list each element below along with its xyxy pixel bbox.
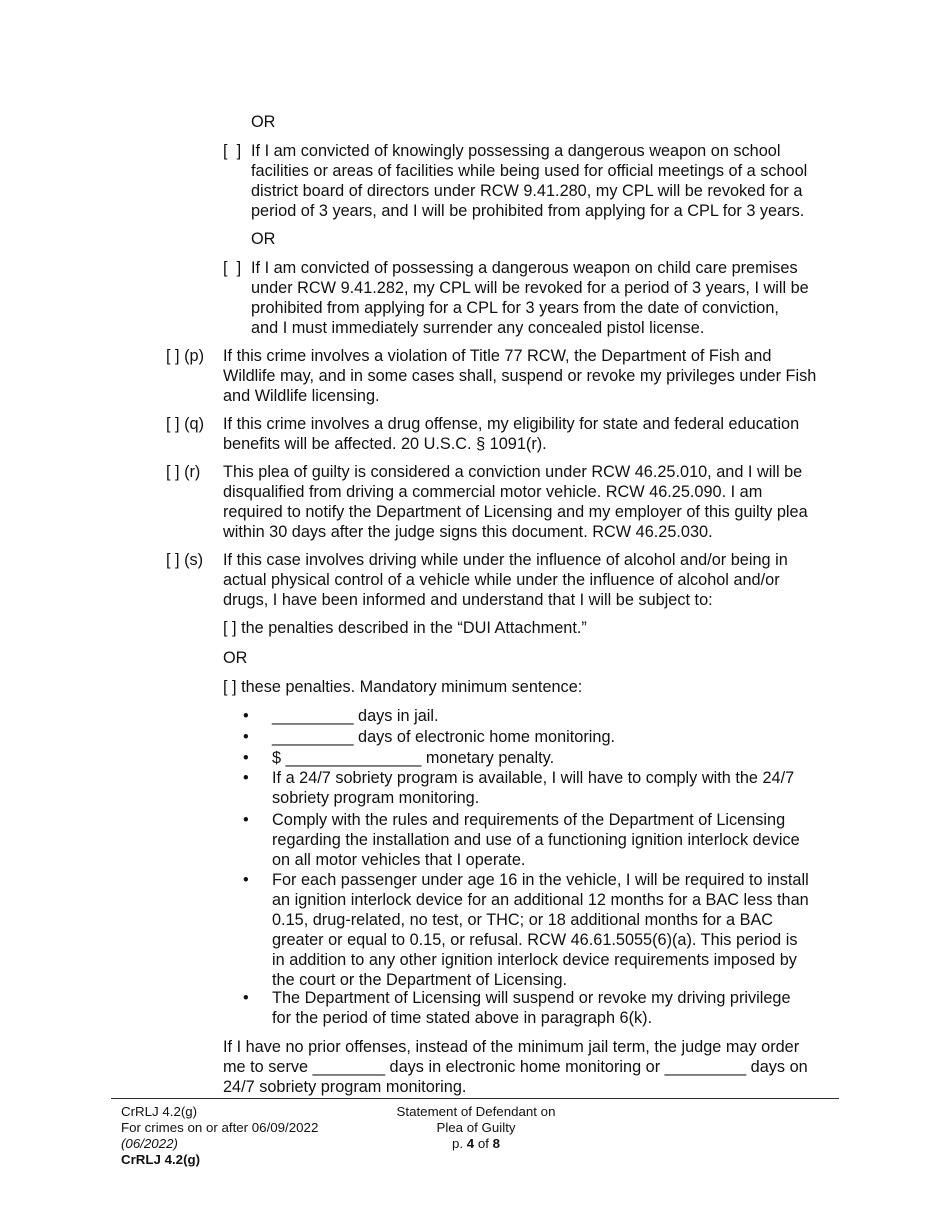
- bullet-icon: •: [243, 871, 249, 889]
- footer-divider: [111, 1098, 839, 1099]
- para-q-text: If this crime involves a drug offense, my eligibility for state and federal education benefits will be affected. 20 U.S.C. § 1091(r).: [223, 415, 800, 453]
- bullet-icon: •: [243, 707, 249, 725]
- bullet-icon: •: [243, 769, 249, 787]
- footer-document-title: Statement of Defendant on Plea of Guilty p. 4 of 8: [376, 1104, 576, 1152]
- bullet-passenger-interlock: For each passenger under age 16 in the vehicle, I will be required to install an ignition interlock device for an additional 12 months for a BAC less than 0.15, drug-related, no test, or THC; or 18 additional months for a BAC greater or equal to 0.15, or refusal. RCW 46.61.5055(6)(a). This period is in addition to any other ignition interlock device requirements imposed by the court or the Department of Licensing.: [272, 871, 809, 989]
- bullet-icon: •: [243, 728, 249, 746]
- checkbox-para-p[interactable]: [ ] (p): [166, 347, 204, 365]
- footer-applies-date: For crimes on or after 06/09/2022: [121, 1120, 319, 1135]
- para-r-text: This plea of guilty is considered a conviction under RCW 46.25.010, and I will be disqualified from driving a commercial motor vehicle. RCW 46.25.090. I am required to notify the Department of Licensing and my employer of this guilty plea within 30 days after the judge signs this document. RCW 46.25.030.: [223, 463, 808, 541]
- para-p-text: If this crime involves a violation of Title 77 RCW, the Department of Fish and Wildlife may, and in some cases shall, suspend or revoke my privileges under Fish and Wildlife licensing.: [223, 347, 817, 405]
- checkbox-para-r[interactable]: [ ] (r): [166, 463, 201, 481]
- footer-form-id: CrRLJ 4.2(g): [121, 1104, 198, 1119]
- school-weapon-text: If I am convicted of knowingly possessing a dangerous weapon on school facilities or areas of facilities while being used for official meetings of a school district board of directors under RCW 9.41.280, my CPL will be revoked for a period of 3 years, and I will be prohibited from applying for a CPL for 3 years.: [251, 142, 808, 220]
- bullet-sobriety-program: If a 24/7 sobriety program is available, I will have to comply with the 24/7 sobriety program monitoring.: [272, 769, 795, 807]
- bullet-icon: •: [243, 989, 249, 1007]
- footer-revision: (06/2022): [121, 1136, 178, 1151]
- footer-form-id-bold: CrRLJ 4.2(g): [121, 1152, 201, 1167]
- checkbox-school-weapon[interactable]: [ ]: [223, 142, 242, 160]
- bullet-jail-days: _________ days in jail.: [272, 707, 439, 725]
- footer-page-number: p. 4 of 8: [451, 1136, 501, 1151]
- checkbox-para-s[interactable]: [ ] (s): [166, 551, 204, 569]
- option-these-penalties[interactable]: [ ] these penalties. Mandatory minimum sentence:: [223, 678, 583, 696]
- bullet-monetary-penalty: $ _______________ monetary penalty.: [272, 749, 555, 767]
- or-separator-s: OR: [223, 649, 248, 667]
- bullet-icon: •: [243, 811, 249, 829]
- para-s-text: If this case involves driving while under the influence of alcohol and/or being in actual physical control of a vehicle while under the influence of alcohol and/or drugs, I have been informed and understand that I will be subject to:: [223, 551, 788, 609]
- option-dui-attachment[interactable]: [ ] the penalties described in the “DUI Attachment.”: [223, 619, 587, 637]
- childcare-weapon-text: If I am convicted of possessing a dangerous weapon on child care premises under RCW 9.41.282, my CPL will be revoked for a period of 3 years, I will be prohibited from applying for a CPL for 3 years from the date of conviction, and I must immediately surrender any concealed pistol license.: [251, 259, 809, 337]
- bullet-icon: •: [243, 749, 249, 767]
- or-separator-middle: OR: [251, 230, 276, 248]
- bullet-interlock-rules: Comply with the rules and requirements of the Department of Licensing regarding the installation and use of a functioning ignition interlock device on all motor vehicles that I operate.: [272, 811, 800, 869]
- bullet-license-suspension: The Department of Licensing will suspend or revoke my driving privilege for the period of time stated above in paragraph 6(k).: [272, 989, 791, 1027]
- checkbox-para-q[interactable]: [ ] (q): [166, 415, 204, 433]
- or-separator-top: OR: [251, 113, 276, 131]
- checkbox-childcare-weapon[interactable]: [ ]: [223, 259, 242, 277]
- no-prior-offenses-text: If I have no prior offenses, instead of the minimum jail term, the judge may order me to serve ________ days in electronic home monitoring or _________ days on 24/7 sobriety program monitoring.: [223, 1038, 808, 1096]
- bullet-home-monitoring: _________ days of electronic home monitoring.: [272, 728, 616, 746]
